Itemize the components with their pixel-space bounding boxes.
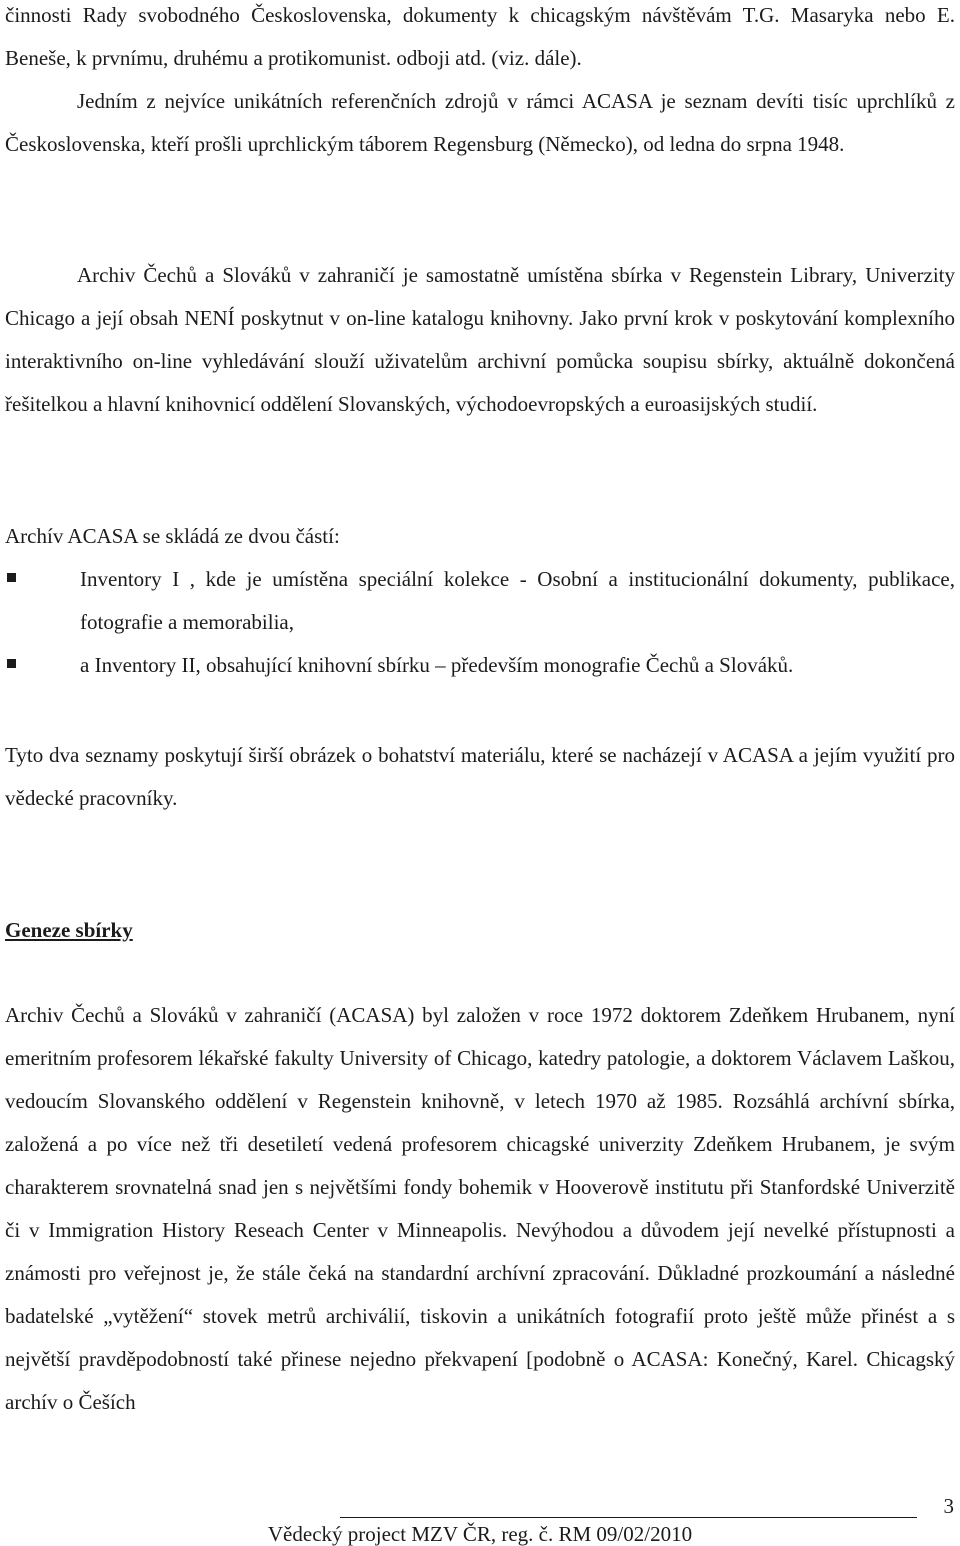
page-number: 3 xyxy=(943,1494,954,1518)
archive-location-paragraph: Archiv Čechů a Slováků v zahraničí je samostatně umístěna sbírka v Regenstein Library, Univerzity Chicago a její obsah NENÍ poskytnut v on-line katalogu knihovny. Jako první krok v poskytování komplexního interaktivního on-line vyhledávání slouží uživatelům archivní pomůcka soupisu sbírky, aktuálně dokončená řešitelkou a hlavní knihovnicí oddělení Slovanských, východoevropských a euroasijských studií. xyxy=(5,263,955,416)
archive-parts-intro: Archív ACASA se skládá ze dvou částí: xyxy=(5,524,340,548)
inventory-two-text: a Inventory II, obsahující knihovní sbírku – především monografie Čechů a Slováků. xyxy=(80,653,794,677)
footer-divider xyxy=(340,1517,917,1518)
genesis-paragraph: Archiv Čechů a Slováků v zahraničí (ACASA) byl založen v roce 1972 doktorem Zdeňkem Hrubanem, nyní emeritním profesorem lékařské fakulty University of Chicago, katedry patologie, a doktorem Václavem Laškou, vedoucím Slovanského oddělení v Regenstein knihovně, v letech 1970 až 1985. Rozsáhlá archívní sbírka, založená a po více než tři desetiletí vedená profesorem chicagské univerzity Zdeňkem Hrubanem, je svým charakterem srovnatelná snad jen s největšími fondy bohemik v Hooverově institutu při Stanfordské Univerzitě či v Immigration History Reseach Center v Minneapolis. Nevýhodou a důvodem její nevelké přístupnosti a známosti pro veřejnost je, že stále čeká na standardní archívní zpracování. Důkladné prozkoumání a následné badatelské „vytěžení“ stovek metrů archiválií, tiskovin a unikátních fotografií proto ještě může přinést a s největší pravděpodobností také přinese nejedno překvapení [podobně o ACASA: Konečný, Karel. Chicagský archív o Češích xyxy=(5,1003,955,1414)
section-heading: Geneze sbírky xyxy=(5,918,133,942)
inventory-list xyxy=(5,558,955,687)
square-bullet-icon xyxy=(7,659,16,668)
square-bullet-icon xyxy=(7,573,16,582)
refugee-list-paragraph: Jedním z nejvíce unikátních referenčních zdrojů v rámci ACASA je seznam devíti tisíc uprchlíků z Československa, kteří prošli uprchlickým táborem Regensburg (Německo), od ledna do srpna 1948. xyxy=(5,89,955,156)
list-item xyxy=(5,558,955,644)
footer-text: Vědecký project MZV ČR, reg. č. RM 09/02/2010 xyxy=(267,1522,693,1546)
list-item xyxy=(5,644,955,687)
intro-paragraph: činnosti Rady svobodného Československa, dokumenty k chicagským návštěvám T.G. Masaryka nebo E. Beneše, k prvnímu, druhému a protikomunist. odboji atd. (viz. dále). xyxy=(5,3,955,70)
overview-paragraph: Tyto dva seznamy poskytují širší obrázek o bohatství materiálu, které se nacházejí v ACASA a jejím využití pro vědecké pracovníky. xyxy=(5,743,955,810)
inventory-one-text: Inventory I , kde je umístěna speciální kolekce - Osobní a institucionální dokumenty, publikace, fotografie a memorabilia, xyxy=(80,567,955,634)
